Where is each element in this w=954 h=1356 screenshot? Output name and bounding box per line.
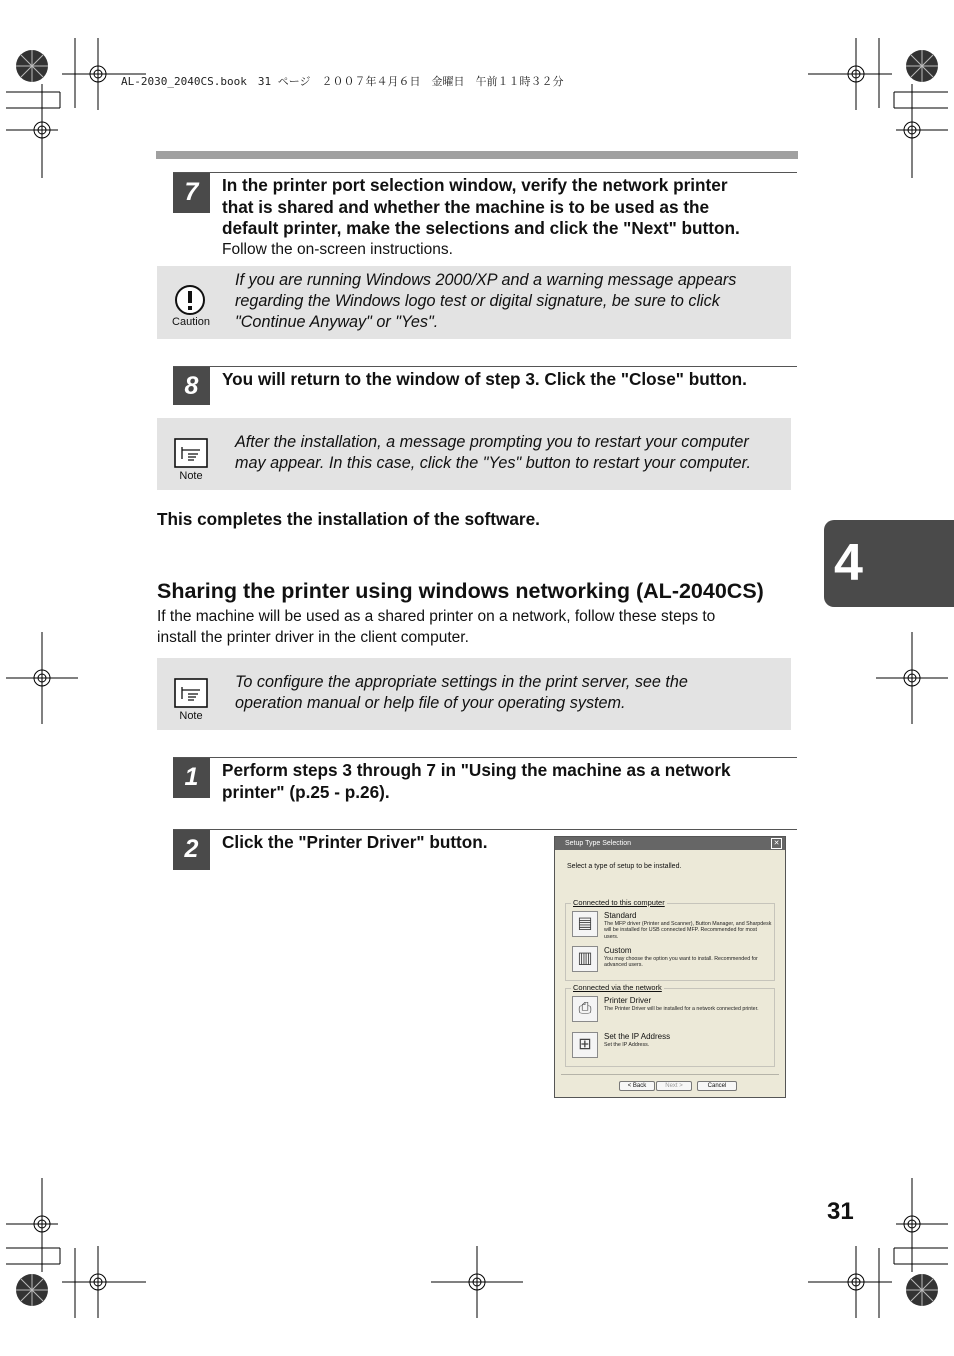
custom-option-icon[interactable]: ▥ (572, 946, 598, 972)
step-2-number: 2 (173, 830, 210, 870)
note-icon (174, 678, 208, 708)
step-1-title-line: printer" (p.25 - p.26). (222, 781, 390, 802)
step-1-title (222, 760, 802, 803)
top-bar (156, 151, 798, 159)
cancel-button[interactable]: Cancel (697, 1081, 737, 1091)
step-7-title-line: that is shared and whether the machine is to be used as the (222, 196, 710, 217)
set-ip-option-desc: Set the IP Address. (604, 1042, 650, 1048)
standard-option-icon[interactable]: ▤ (572, 911, 598, 937)
back-button[interactable]: < Back (619, 1081, 655, 1091)
step-7-subtext: Follow the on-screen instructions. (222, 241, 453, 258)
note-1-line: After the installation, a message prompting you to restart your computer (235, 433, 749, 451)
note-1-text (235, 432, 795, 474)
caution-text (235, 270, 795, 333)
printer-driver-option-icon[interactable]: ⎙ (572, 996, 598, 1022)
note-2-text (235, 672, 795, 714)
caution-line: regarding the Windows logo test or digital signature, be sure to click (235, 292, 720, 310)
set-ip-option-name[interactable]: Set the IP Address (604, 1032, 671, 1041)
step-8-title: You will return to the window of step 3. Click the "Close" button. (222, 369, 747, 389)
page-number: 31 (827, 1198, 854, 1225)
set-ip-option-icon[interactable]: ⊞ (572, 1032, 598, 1058)
note-1-label: Note (179, 470, 203, 482)
section-intro-line: If the machine will be used as a shared printer on a network, follow these steps to (157, 608, 716, 625)
close-icon[interactable]: ✕ (771, 838, 782, 849)
note-2-label: Note (179, 710, 203, 722)
note-icon (174, 438, 208, 468)
step-8-rule (173, 366, 797, 367)
step-7-title-line: default printer, make the selections and click the "Next" button. (222, 218, 740, 238)
step-1-title-line: Perform steps 3 through 7 in "Using the machine as a network (222, 760, 731, 780)
note-2-line: operation manual or help file of your operating system. (235, 694, 626, 712)
dialog-title: Setup Type Selection (565, 840, 632, 847)
dialog-separator (561, 1074, 779, 1075)
step-1-rule (173, 757, 797, 758)
printer-driver-option-desc: The Printer Driver will be installed for a network connected printer. (604, 1006, 759, 1012)
group-local-label: Connected to this computer (573, 898, 665, 907)
note-2-line: To configure the appropriate settings in the print server, see the (235, 673, 688, 691)
dialog-title-bar (555, 837, 785, 850)
step-7-number: 7 (173, 173, 210, 213)
step-2-rule (173, 829, 797, 830)
section-heading: Sharing the printer using windows networking (AL-2040CS) (157, 579, 764, 603)
custom-option-desc: You may choose the option you want to install. Recommended for advanced users. (604, 956, 758, 969)
group-network-label: Connected via the network (573, 983, 662, 992)
standard-option-name[interactable]: Standard (604, 911, 637, 920)
section-intro (157, 606, 797, 648)
completion-text: This completes the installation of the software. (157, 509, 540, 529)
custom-option-name[interactable]: Custom (604, 946, 632, 955)
standard-option-desc: The MFP driver (Printer and Scanner), Button Manager, and Sharpdesk will be installed for USB connected MFP. Recommended for most users. (604, 921, 772, 940)
printer-driver-option-name[interactable]: Printer Driver (604, 996, 652, 1005)
note-1-line: may appear. In this case, click the "Yes" button to restart your computer. (235, 454, 751, 472)
dialog-prompt: Select a type of setup to be installed. (567, 863, 682, 870)
next-button[interactable]: Next > (656, 1081, 692, 1091)
caution-label: Caution (172, 316, 210, 328)
step-8-number: 8 (173, 367, 210, 405)
print-header: AL-2030_2040CS.book 31 ページ ２００７年４月６日 金曜日 午前１１時３２分 (121, 75, 564, 88)
section-intro-line: install the printer driver in the client computer. (157, 629, 469, 646)
caution-icon (174, 284, 206, 316)
caution-line: If you are running Windows 2000/XP and a warning message appears (235, 271, 737, 289)
step-2-title: Click the "Printer Driver" button. (222, 832, 488, 852)
step-7-rule (173, 172, 797, 173)
setup-type-dialog (554, 836, 786, 1098)
step-7-title-line: In the printer port selection window, verify the network printer (222, 175, 728, 195)
chapter-tab: 4 (824, 520, 954, 607)
group-network (565, 983, 775, 1067)
step-7-title (222, 175, 802, 240)
step-1-number: 1 (173, 758, 210, 798)
group-local (565, 898, 775, 981)
caution-line: "Continue Anyway" or "Yes". (235, 313, 439, 331)
